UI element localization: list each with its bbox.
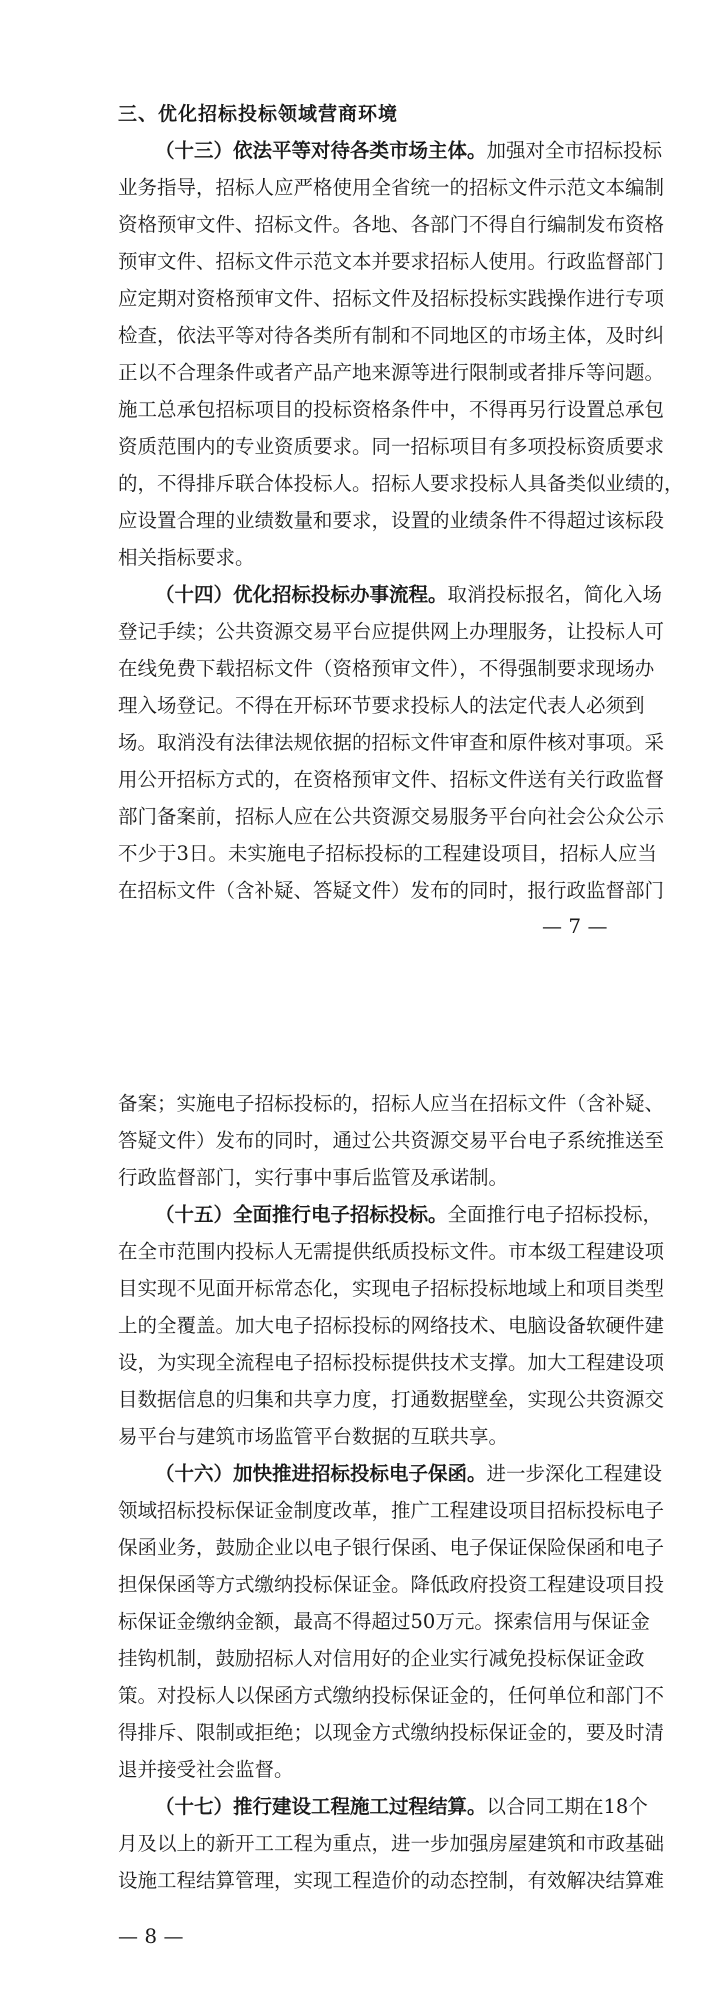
paragraph-15-line: 全面推行电子招标投标， xyxy=(447,1203,663,1226)
paragraph-14-line: 取消投标报名，简化入场 xyxy=(447,583,663,606)
paragraph-16-line: 得排斥、限制或拒绝；以现金方式缴纳投标保证金的，要及时清 xyxy=(118,1721,665,1744)
continuation-line: 答疑文件）发布的同时，通过公共资源交易平台电子系统推送至 xyxy=(118,1129,665,1152)
paragraph-13-lead: （十三）依法平等对待各类市场主体。 xyxy=(155,139,487,162)
paragraph-16-line: 退并接受社会监督。 xyxy=(118,1758,294,1781)
paragraph-14-lead: （十四）优化招标投标办事流程。 xyxy=(155,583,448,606)
paragraph-15-line: 在全市范围内投标人无需提供纸质投标文件。市本级工程建设项 xyxy=(118,1240,665,1263)
page-number-7: — 7 — xyxy=(542,914,608,938)
paragraph-17-line: 设施工程结算管理，实现工程造价的动态控制，有效解决结算难 xyxy=(118,1869,665,1892)
paragraph-15-line: 目实现不见面开标常态化，实现电子招标投标地域上和项目类型 xyxy=(118,1277,665,1300)
paragraph-13-line: 应设置合理的业绩数量和要求，设置的业绩条件不得超过该标段 xyxy=(118,509,665,532)
paragraph-16-line: 进一步深化工程建设 xyxy=(486,1462,663,1485)
paragraph-13-line: 资质范围内的专业资质要求。同一招标项目有多项投标资质要求 xyxy=(118,435,665,458)
paragraph-13-line: 加强对全市招标投标 xyxy=(486,139,663,162)
paragraph-17-line: 月及以上的新开工工程为重点，进一步加强房屋建筑和市政基础 xyxy=(118,1832,665,1855)
paragraph-15-first-line xyxy=(155,1196,663,1233)
paragraph-15-lead: （十五）全面推行电子招标投标。 xyxy=(155,1203,448,1226)
paragraph-15-line: 上的全覆盖。加大电子招标投标的网络技术、电脑设备软硬件建 xyxy=(118,1314,665,1337)
paragraph-16-line: 担保保函等方式缴纳投标保证金。降低政府投资工程建设项目投 xyxy=(118,1573,665,1596)
paragraph-17-lead: （十七）推行建设工程施工过程结算。 xyxy=(155,1795,487,1818)
paragraph-15-line: 易平台与建筑市场监管平台数据的互联共享。 xyxy=(118,1425,509,1448)
page-8 xyxy=(0,1085,713,2000)
paragraph-14-line: 场。取消没有法律法规依据的招标文件审查和原件核对事项。采 xyxy=(118,731,665,754)
paragraph-16-line: 策。对投标人以保函方式缴纳投标保证金的，任何单位和部门不 xyxy=(118,1684,665,1707)
paragraph-13-line: 的，不得排斥联合体投标人。招标人要求投标人具备类似业绩的， xyxy=(118,472,684,495)
paragraph-13-line: 相关指标要求。 xyxy=(118,546,255,569)
paragraph-14-first-line xyxy=(155,576,663,613)
paragraph-13-line: 检查，依法平等对待各类所有制和不同地区的市场主体，及时纠 xyxy=(118,324,665,347)
paragraph-14-line: 登记手续；公共资源交易平台应提供网上办理服务，让投标人可 xyxy=(118,620,665,643)
section-heading: 三、优化招标投标领域营商环境 xyxy=(118,103,399,125)
paragraph-13-first-line xyxy=(155,132,663,169)
paragraph-16-line: 挂钩机制，鼓励招标人对信用好的企业实行减免投标保证金政 xyxy=(118,1647,645,1670)
paragraph-16-line: 领域招标投标保证金制度改革，推广工程建设项目招标投标电子 xyxy=(118,1499,665,1522)
paragraph-14-line: 部门备案前，招标人应在公共资源交易服务平台向社会公众公示 xyxy=(118,805,665,828)
paragraph-13-line: 预审文件、招标文件示范文本并要求招标人使用。行政监督部门 xyxy=(118,250,665,273)
paragraph-14-line: 理入场登记。不得在开标环节要求投标人的法定代表人必须到 xyxy=(118,694,645,717)
paragraph-16-line: 保函业务，鼓励企业以电子银行保函、电子保证保险保函和电子 xyxy=(118,1536,665,1559)
page-number-8: — 8 — xyxy=(118,1924,184,1948)
paragraph-14-line: 用公开招标方式的，在资格预审文件、招标文件送有关行政监督 xyxy=(118,768,665,791)
paragraph-13-line: 资格预审文件、招标文件。各地、各部门不得自行编制发布资格 xyxy=(118,213,665,236)
paragraph-17-line: 以合同工期在18个 xyxy=(486,1795,648,1818)
paragraph-14-line: 在线免费下载招标文件（资格预审文件），不得强制要求现场办 xyxy=(118,657,655,680)
paragraph-13-line: 正以不合理条件或者产品产地来源等进行限制或者排斥等问题。 xyxy=(118,361,665,384)
paragraph-15-line: 目数据信息的归集和共享力度，打通数据壁垒，实现公共资源交 xyxy=(118,1388,665,1411)
page-7 xyxy=(0,0,713,900)
paragraph-17-first-line xyxy=(155,1788,648,1825)
paragraph-16-line: 标保证金缴纳金额，最高不得超过50万元。探索信用与保证金 xyxy=(118,1610,650,1633)
paragraph-14-line: 在招标文件（含补疑、答疑文件）发布的同时，报行政监督部门 xyxy=(118,879,665,902)
paragraph-15-line: 设，为实现全流程电子招标投标提供技术支撑。加大工程建设项 xyxy=(118,1351,665,1374)
paragraph-16-first-line xyxy=(155,1455,663,1492)
continuation-line: 行政监督部门，实行事中事后监管及承诺制。 xyxy=(118,1166,509,1189)
paragraph-14-line: 不少于3日。未实施电子招标投标的工程建设项目，招标人应当 xyxy=(118,842,657,865)
continuation-line: 备案；实施电子招标投标的，招标人应当在招标文件（含补疑、 xyxy=(118,1092,665,1115)
paragraph-13-line: 业务指导，招标人应严格使用全省统一的招标文件示范文本编制 xyxy=(118,176,665,199)
paragraph-16-lead: （十六）加快推进招标投标电子保函。 xyxy=(155,1462,487,1485)
paragraph-13-line: 应定期对资格预审文件、招标文件及招标投标实践操作进行专项 xyxy=(118,287,665,310)
paragraph-13-line: 施工总承包招标项目的投标资格条件中，不得再另行设置总承包 xyxy=(118,398,665,421)
